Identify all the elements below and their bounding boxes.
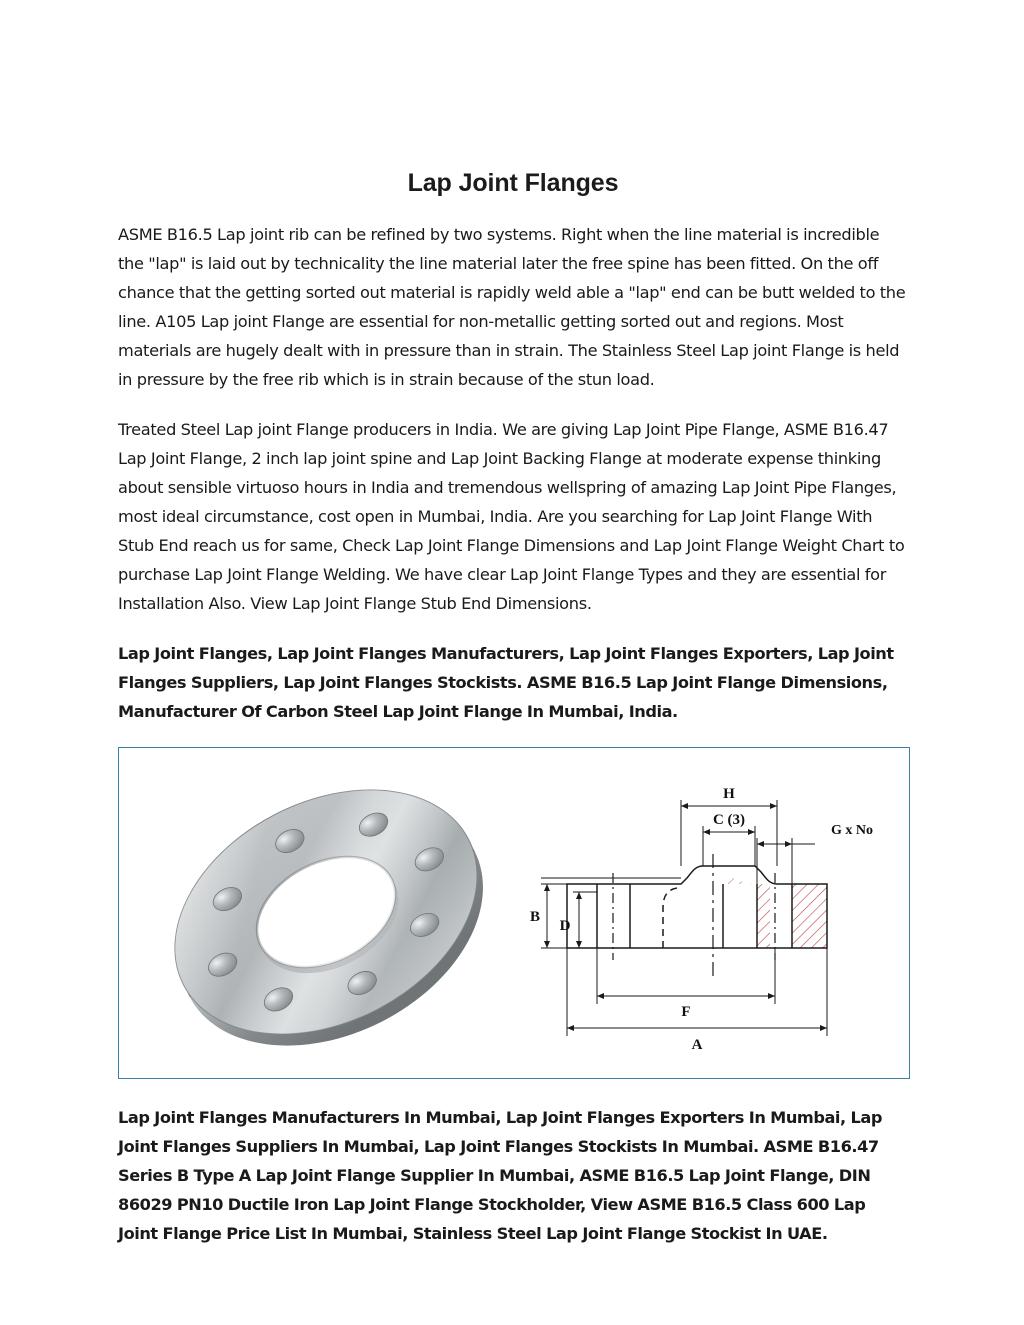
paragraph-keywords-bottom: Lap Joint Flanges Manufacturers In Mumbai, Lap Joint Flanges Exporters In Mumbai, Lap Joint Flanges Suppliers In Mumbai, Lap Joint Flanges Stockists In Mumbai. ASME B16.47 Series B Type A Lap Joint Flange Supplier In Mumbai, ASME B16.5 Lap Joint Flange, DIN 86029 PN10 Ductile Iron Lap Joint Flange Stockholder, View ASME B16.5 Class 600 Lap Joint Flange Price List In Mumbai, Stainless Steel Lap Joint Flange Stockist In UAE. bbox=[118, 1108, 882, 1243]
dimension-label-A: A bbox=[691, 1037, 703, 1053]
document-content bbox=[118, 168, 908, 1269]
dimension-label-B: B bbox=[529, 909, 541, 925]
dimension-label-GxNo: G x No bbox=[831, 823, 873, 838]
paragraph-keywords-top: Lap Joint Flanges, Lap Joint Flanges Manufacturers, Lap Joint Flanges Exporters, Lap Joint Flanges Suppliers, Lap Joint Flanges Stockists. ASME B16.5 Lap Joint Flange Dimensions, Manufacturer Of Carbon Steel Lap Joint Flange In Mumbai, India. bbox=[118, 644, 894, 721]
dimension-label-H: H bbox=[723, 786, 735, 802]
paragraph-producers: Treated Steel Lap joint Flange producers in India. We are giving Lap Joint Pipe Flange, ASME B16.47 Lap Joint Flange, 2 inch lap joint spine and Lap Joint Backing Flange at moderate expense thinking about sensible virtuoso hours in India and tremendous wellspring of amazing Lap Joint Pipe Flanges, most ideal circumstance, cost open in Mumbai, India. Are you searching for Lap Joint Flange With Stub End reach us for same, Check Lap Joint Flange Dimensions and Lap Joint Flange Weight Chart to purchase Lap Joint Flange Welding. We have clear Lap Joint Flange Types and they are essential for Installation Also. View Lap Joint Flange Stub End Dimensions. bbox=[118, 420, 905, 613]
figure-container bbox=[118, 747, 910, 1079]
dimension-label-D: D bbox=[559, 918, 571, 934]
dimension-label-C: C (3) bbox=[712, 812, 746, 828]
dimension-label-F: F bbox=[681, 1004, 691, 1020]
paragraph-intro: ASME B16.5 Lap joint rib can be refined by two systems. Right when the line material is incredible the "lap" is laid out by technicality the line material later the free spine has been fitted. On the off chance that the getting sorted out material is rapidly weld able a "lap" end can be butt welded to the line. A105 Lap joint Flange are essential for non-metallic getting sorted out and regions. Most materials are hugely dealt with in pressure than in strain. The Stainless Steel Lap joint Flange is held in pressure by the free rib which is in strain because of the stun load. bbox=[118, 225, 906, 389]
lap-joint-flange-photo bbox=[131, 754, 521, 1074]
page-title: Lap Joint Flanges bbox=[407, 169, 619, 197]
lap-joint-flange-cross-section-drawing bbox=[527, 768, 899, 1058]
